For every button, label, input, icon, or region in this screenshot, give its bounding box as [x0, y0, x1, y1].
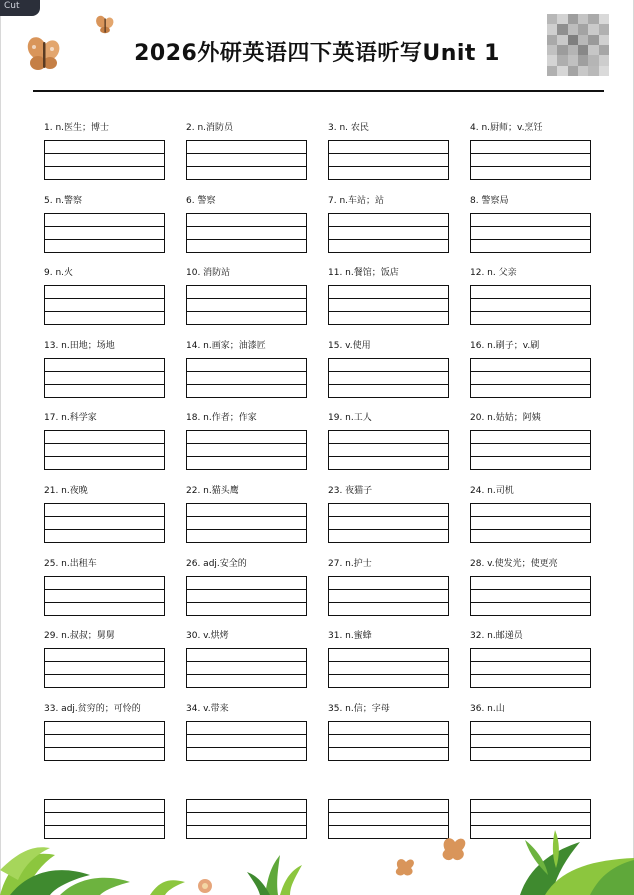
writing-line — [329, 153, 448, 154]
writing-line — [45, 311, 164, 312]
writing-line — [471, 812, 590, 813]
answer-writing-box[interactable] — [186, 721, 307, 761]
word-prompt: 31. n.蜜蜂 — [328, 631, 372, 642]
answer-writing-box[interactable] — [328, 140, 449, 180]
word-prompt: 29. n.叔叔；舅舅 — [44, 631, 115, 642]
answer-writing-box[interactable] — [470, 213, 591, 253]
writing-line — [329, 456, 448, 457]
word-prompt: 12. n. 父亲 — [470, 268, 517, 279]
answer-writing-box[interactable] — [44, 503, 165, 543]
word-prompt: 20. n.姑姑；阿姨 — [470, 413, 541, 424]
word-prompt: 15. v.使用 — [328, 340, 371, 351]
word-prompt: 30. v.烘烤 — [186, 631, 229, 642]
writing-line — [329, 734, 448, 735]
writing-line — [187, 747, 306, 748]
word-prompt: 27. n.护士 — [328, 558, 372, 569]
writing-line — [45, 443, 164, 444]
writing-line — [187, 812, 306, 813]
writing-line — [45, 812, 164, 813]
answer-writing-box[interactable] — [470, 358, 591, 398]
word-prompt: 1. n.医生；博士 — [44, 123, 110, 133]
cut-tab[interactable]: Cut — [0, 0, 40, 16]
writing-line — [45, 661, 164, 662]
writing-line — [329, 166, 448, 167]
writing-line — [45, 529, 164, 530]
answer-writing-box[interactable] — [328, 285, 449, 325]
writing-line — [471, 298, 590, 299]
writing-line — [187, 166, 306, 167]
word-prompt: 23. 夜猫子 — [328, 486, 373, 496]
answer-writing-box[interactable] — [328, 503, 449, 543]
word-prompt: 24. n.司机 — [470, 486, 514, 496]
answer-writing-box[interactable] — [186, 358, 307, 398]
word-prompt: 21. n.夜晚 — [44, 486, 88, 496]
butterfly-icon — [94, 14, 116, 36]
writing-line — [329, 384, 448, 385]
answer-writing-box[interactable] — [44, 648, 165, 688]
writing-line — [329, 674, 448, 675]
writing-line — [471, 226, 590, 227]
writing-line — [471, 371, 590, 372]
writing-line — [329, 443, 448, 444]
writing-line — [329, 661, 448, 662]
word-prompt: 9. n.火 — [44, 268, 74, 279]
word-prompt: 18. n.作者；作家 — [186, 413, 257, 424]
word-prompt: 13. n.田地；场地 — [44, 340, 115, 351]
word-prompt: 33. adj.贫穷的；可怜的 — [44, 703, 141, 714]
answer-writing-box[interactable] — [44, 358, 165, 398]
answer-writing-box[interactable] — [44, 721, 165, 761]
word-prompt: 6. 警察 — [186, 195, 216, 206]
answer-writing-box[interactable] — [186, 285, 307, 325]
answer-writing-box[interactable] — [470, 430, 591, 470]
answer-writing-box[interactable] — [186, 648, 307, 688]
writing-line — [45, 516, 164, 517]
answer-writing-box[interactable] — [328, 648, 449, 688]
answer-writing-box[interactable] — [328, 430, 449, 470]
answer-writing-box[interactable] — [44, 213, 165, 253]
answer-writing-box[interactable] — [470, 140, 591, 180]
writing-line — [45, 747, 164, 748]
writing-line — [187, 311, 306, 312]
word-prompt: 14. n.画家；油漆匠 — [186, 340, 266, 351]
writing-line — [471, 384, 590, 385]
writing-line — [187, 589, 306, 590]
title-divider — [33, 90, 604, 92]
writing-line — [187, 674, 306, 675]
leaf-decoration — [0, 820, 634, 895]
answer-writing-box[interactable] — [328, 213, 449, 253]
word-prompt: 16. n.刷子；v.刷 — [470, 340, 540, 351]
writing-line — [45, 384, 164, 385]
writing-line — [471, 456, 590, 457]
answer-writing-box[interactable] — [470, 721, 591, 761]
writing-line — [187, 153, 306, 154]
word-prompt: 2. n.消防员 — [186, 123, 234, 133]
writing-line — [471, 661, 590, 662]
answer-writing-box[interactable] — [44, 576, 165, 616]
word-prompt: 25. n.出租车 — [44, 558, 97, 569]
word-prompt: 17. n.科学家 — [44, 413, 97, 424]
word-prompt: 10. 消防站 — [186, 268, 231, 279]
writing-line — [471, 166, 590, 167]
writing-line — [329, 298, 448, 299]
answer-writing-box[interactable] — [186, 503, 307, 543]
writing-line — [471, 311, 590, 312]
writing-line — [329, 239, 448, 240]
writing-line — [187, 239, 306, 240]
answer-writing-box[interactable] — [44, 140, 165, 180]
writing-line — [45, 589, 164, 590]
answer-writing-box[interactable] — [44, 430, 165, 470]
writing-line — [471, 674, 590, 675]
writing-line — [187, 661, 306, 662]
writing-line — [329, 747, 448, 748]
writing-line — [329, 589, 448, 590]
word-prompt: 26. adj.安全的 — [186, 558, 247, 569]
word-prompt: 32. n.邮递员 — [470, 631, 523, 642]
writing-line — [187, 529, 306, 530]
word-prompt: 36. n.山 — [470, 703, 505, 714]
writing-line — [187, 516, 306, 517]
writing-line — [45, 226, 164, 227]
writing-line — [471, 747, 590, 748]
answer-writing-box[interactable] — [328, 358, 449, 398]
writing-line — [187, 456, 306, 457]
word-prompt: 8. 警察局 — [470, 195, 509, 206]
writing-line — [187, 384, 306, 385]
answer-writing-box[interactable] — [186, 576, 307, 616]
writing-line — [187, 443, 306, 444]
writing-line — [45, 602, 164, 603]
writing-line — [45, 456, 164, 457]
writing-line — [471, 516, 590, 517]
writing-line — [471, 443, 590, 444]
writing-line — [471, 734, 590, 735]
word-prompt: 5. n.警察 — [44, 195, 83, 206]
answer-writing-box[interactable] — [328, 576, 449, 616]
writing-line — [187, 298, 306, 299]
writing-line — [187, 602, 306, 603]
writing-line — [187, 226, 306, 227]
writing-line — [329, 516, 448, 517]
writing-line — [471, 153, 590, 154]
writing-line — [45, 153, 164, 154]
answer-writing-box[interactable] — [186, 140, 307, 180]
word-prompt: 11. n.餐馆；饭店 — [328, 268, 399, 279]
writing-line — [471, 602, 590, 603]
answer-writing-box[interactable] — [186, 213, 307, 253]
word-prompt: 34. v.带来 — [186, 703, 229, 714]
answer-writing-box[interactable] — [470, 503, 591, 543]
writing-line — [187, 734, 306, 735]
word-prompt: 3. n. 农民 — [328, 123, 369, 133]
answer-writing-box[interactable] — [328, 721, 449, 761]
writing-line — [329, 529, 448, 530]
word-prompt: 35. n.信；字母 — [328, 703, 390, 714]
word-prompt: 4. n.厨师；v.烹饪 — [470, 123, 543, 133]
writing-line — [329, 602, 448, 603]
writing-line — [45, 674, 164, 675]
answer-writing-box[interactable] — [186, 430, 307, 470]
word-prompt: 19. n.工人 — [328, 413, 372, 424]
writing-line — [45, 371, 164, 372]
answer-writing-box[interactable] — [470, 576, 591, 616]
writing-line — [45, 166, 164, 167]
writing-line — [45, 734, 164, 735]
page-title: 2026外研英语四下英语听写Unit 1 — [134, 41, 500, 66]
writing-line — [45, 239, 164, 240]
word-prompt: 22. n.猫头鹰 — [186, 486, 239, 496]
writing-line — [45, 298, 164, 299]
writing-line — [329, 226, 448, 227]
writing-line — [329, 371, 448, 372]
word-prompt: 7. n.车站；站 — [328, 195, 385, 206]
qr-code — [547, 14, 609, 76]
writing-line — [471, 239, 590, 240]
answer-writing-box[interactable] — [44, 285, 165, 325]
word-prompt: 28. v.使发光；使更亮 — [470, 558, 558, 569]
writing-line — [329, 311, 448, 312]
answer-writing-box[interactable] — [470, 285, 591, 325]
writing-line — [471, 529, 590, 530]
answer-writing-box[interactable] — [470, 648, 591, 688]
writing-line — [471, 589, 590, 590]
writing-line — [187, 371, 306, 372]
writing-line — [329, 812, 448, 813]
